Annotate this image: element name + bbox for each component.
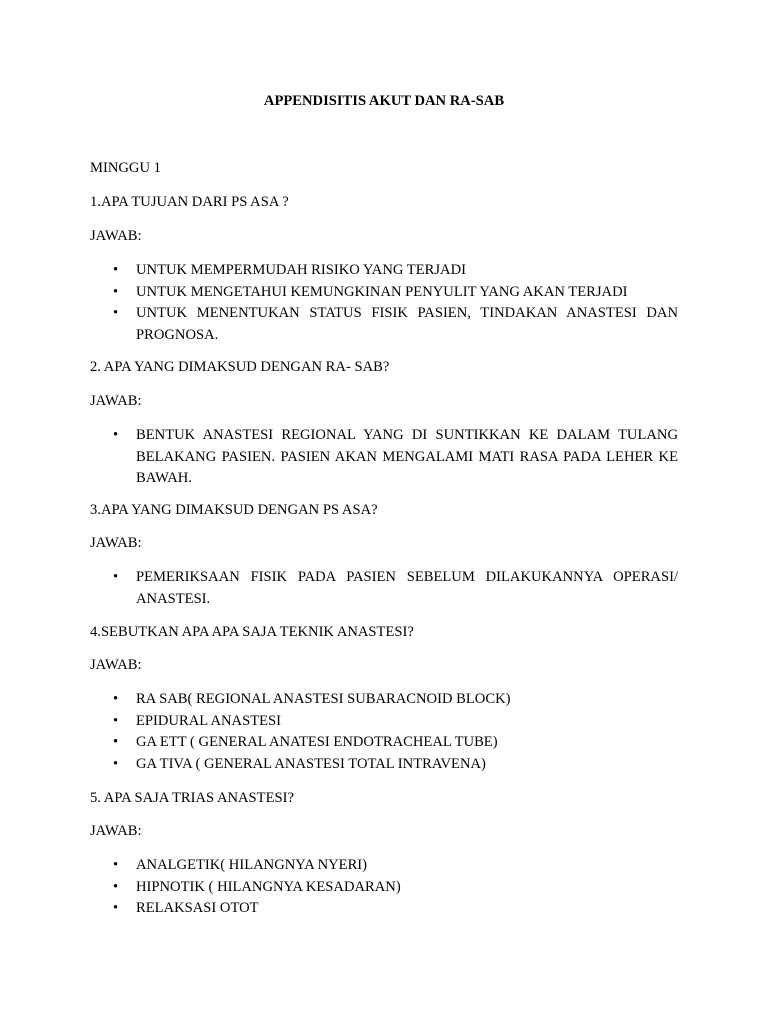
- document-title: APPENDISITIS AKUT DAN RA-SAB: [263, 93, 505, 109]
- answer-list-2: [90, 425, 678, 490]
- bullet-icon: •: [113, 569, 119, 585]
- answer-label-2: JAWAB:: [90, 393, 142, 409]
- list-item: • GA ETT ( GENERAL ANATESI ENDOTRACHEAL TUBE): [90, 732, 678, 754]
- bullet-icon: •: [113, 755, 119, 772]
- question-4: 4.SEBUTKAN APA APA SAJA TEKNIK ANASTESI?: [90, 624, 414, 640]
- bullet-icon: •: [113, 712, 119, 729]
- answer-list-1: [90, 260, 678, 346]
- bullet-icon: •: [113, 878, 119, 895]
- bullet-icon: •: [113, 305, 119, 322]
- list-item: • RELAKSASI OTOT: [90, 898, 678, 920]
- answer-label-3: JAWAB:: [90, 535, 142, 551]
- bullet-icon: •: [113, 427, 119, 443]
- bullet-icon: •: [113, 283, 119, 300]
- question-2: 2. APA YANG DIMAKSUD DENGAN RA- SAB?: [90, 359, 390, 375]
- question-1: 1.APA TUJUAN DARI PS ASA ?: [90, 194, 289, 210]
- week-heading: MINGGU 1: [90, 160, 161, 176]
- answer-label-4: JAWAB:: [90, 657, 142, 673]
- bullet-icon: •: [113, 857, 119, 873]
- bullet-icon: •: [113, 900, 119, 917]
- list-item: • BENTUK ANASTESI REGIONAL YANG DI SUNTIKKAN KE DALAM TULANG BELAKANG PASIEN. PASIEN AKAN MENGALAMI MATI RASA PADA LEHER KE BAWAH.: [113, 427, 678, 487]
- list-item: • RA SAB( REGIONAL ANASTESI SUBARACNOID BLOCK): [90, 689, 678, 711]
- question-5: 5. APA SAJA TRIAS ANASTESI?: [90, 790, 294, 806]
- list-item: • PEMERIKSAAN FISIK PADA PASIEN SEBELUM DILAKUKANNYA OPERASI/ ANASTESI.: [113, 569, 678, 607]
- answer-list-4: [90, 689, 678, 775]
- answer-list-5: [90, 855, 678, 920]
- list-item: • EPIDURAL ANASTESI: [90, 711, 678, 733]
- list-item: • UNTUK MENENTUKAN STATUS FISIK PASIEN, TINDAKAN ANASTESI DAN PROGNOSA.: [113, 305, 678, 343]
- list-item: • UNTUK MENGETAHUI KEMUNGKINAN PENYULIT YANG AKAN TERJADI: [90, 282, 678, 304]
- bullet-icon: •: [113, 734, 119, 751]
- bullet-icon: •: [113, 262, 119, 278]
- bullet-icon: •: [113, 691, 119, 707]
- list-item: • ANALGETIK( HILANGNYA NYERI): [90, 855, 678, 877]
- answer-label-5: JAWAB:: [90, 823, 142, 839]
- list-item: • GA TIVA ( GENERAL ANASTESI TOTAL INTRAVENA): [90, 754, 678, 776]
- list-item: • UNTUK MEMPERMUDAH RISIKO YANG TERJADI: [90, 260, 678, 282]
- list-item: • HIPNOTIK ( HILANGNYA KESADARAN): [90, 877, 678, 899]
- answer-label-1: JAWAB:: [90, 228, 142, 244]
- answer-list-3: [90, 567, 678, 610]
- question-3: 3.APA YANG DIMAKSUD DENGAN PS ASA?: [90, 502, 378, 518]
